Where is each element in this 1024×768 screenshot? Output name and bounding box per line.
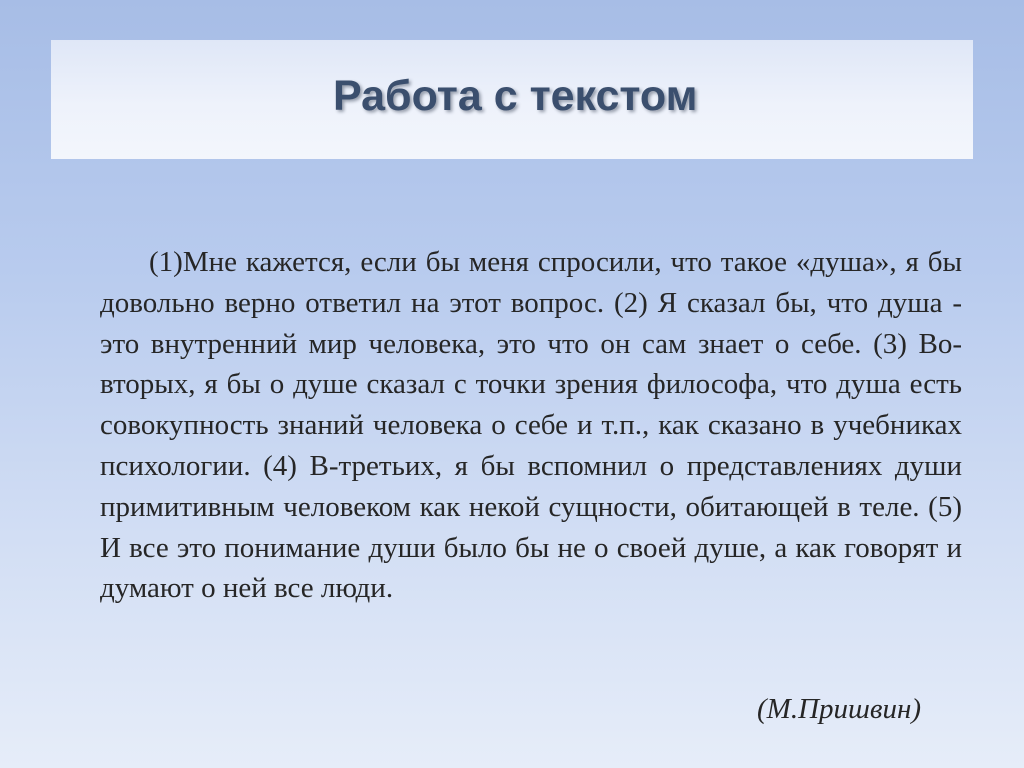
slide-title: Работа с текстом: [333, 72, 698, 120]
author-attribution: (М.Пришвин): [757, 693, 922, 725]
body-text: (1)Мне кажется, если бы меня спросили, что такое «душа», я бы довольно верно ответил на этот вопрос. (2) Я сказал бы, что душа - это внутренний мир человека, это что он сам знает о себе. (3) Во-вторых, я бы о душе сказал с точки зрения философа, что душа есть совокупность знаний человека о себе и т.п., как сказано в учебниках психологии. (4) В-третьих, я бы вспомнил о представлениях души примитивным человеком как некой сущности, обитающей в теле. (5) И все это понимание души было бы не о своей душе, а как говорят и думают о ней все люди.: [100, 246, 962, 605]
